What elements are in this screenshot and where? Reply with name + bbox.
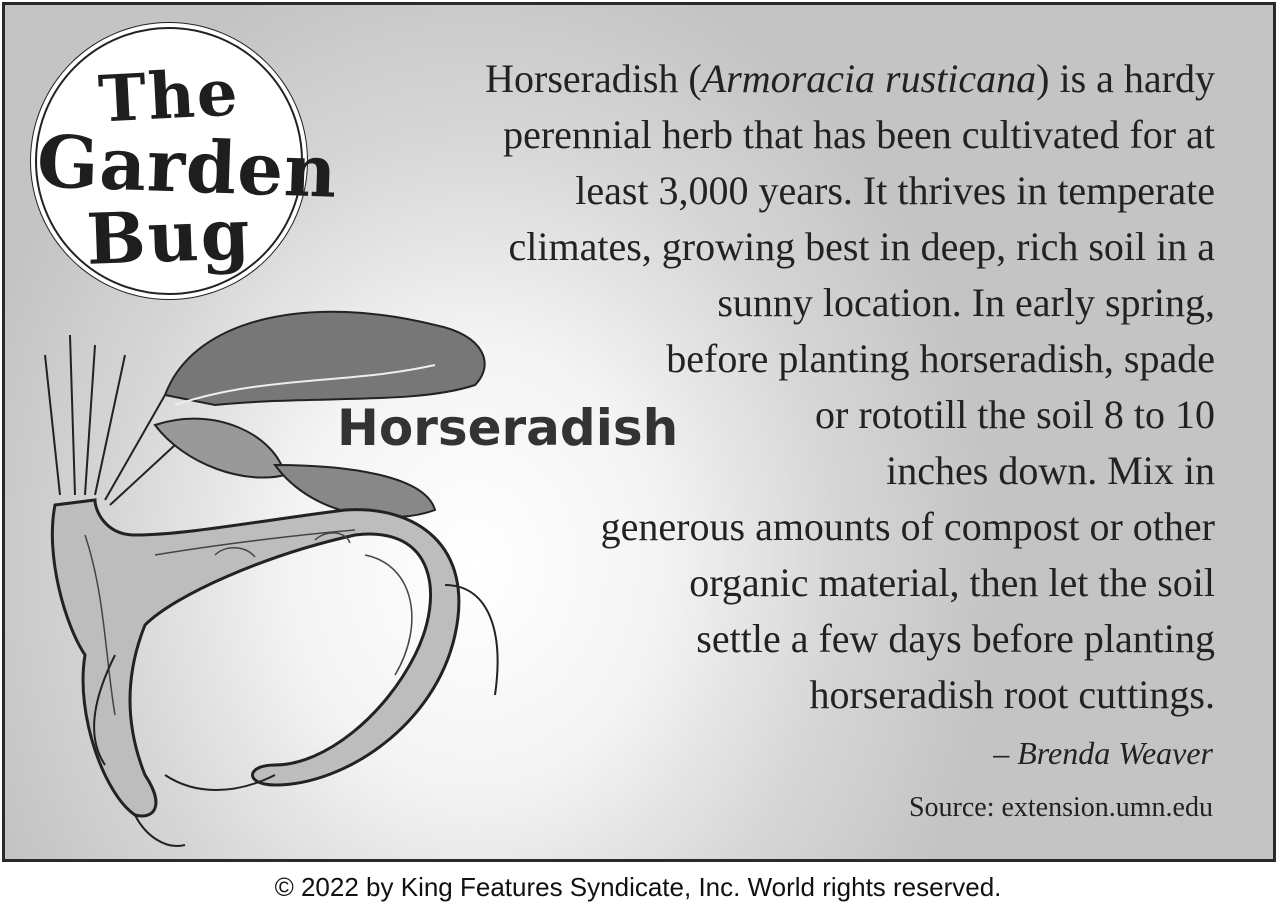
garden-bug-logo	[35, 27, 339, 295]
article-body	[485, 51, 1215, 723]
logo-line-1: The	[96, 55, 242, 138]
body-line: generous amounts of compost or other	[600, 504, 1215, 549]
logo-line-2: Garden	[35, 118, 339, 214]
body-line	[485, 51, 1215, 107]
logo-line-3: Bug	[85, 192, 253, 281]
scientific-name: Armoracia rusticana	[701, 56, 1037, 101]
horseradish-illustration	[15, 295, 515, 855]
body-line: inches down. Mix in	[886, 448, 1215, 493]
feature-panel	[2, 2, 1276, 862]
author-byline: – Brenda Weaver	[993, 735, 1213, 771]
body-line: sunny location. In early spring,	[717, 280, 1215, 325]
source-credit: Source: extension.umn.edu	[908, 792, 1213, 823]
copyright-notice: © 2022 by King Features Syndicate, Inc. World rights reserved.	[274, 872, 1002, 902]
body-line-1-end: ) is a hardy	[1036, 56, 1215, 101]
body-line: organic material, then let the soil	[689, 560, 1215, 605]
root-stalks	[45, 335, 175, 505]
body-line: perennial herb that has been cultivated for at	[503, 112, 1215, 157]
body-line: climates, growing best in deep, rich soil in a	[508, 224, 1215, 269]
body-line: before planting horseradish, spade	[666, 336, 1215, 381]
body-line: horseradish root cuttings.	[809, 672, 1215, 717]
body-line-1-start: Horseradish (	[485, 56, 702, 101]
body-line: or rototill the soil 8 to 10	[815, 392, 1215, 437]
feature-title: Horseradish	[337, 399, 679, 457]
body-line: settle a few days before planting	[696, 616, 1215, 661]
body-line: least 3,000 years. It thrives in temperate	[575, 168, 1215, 213]
